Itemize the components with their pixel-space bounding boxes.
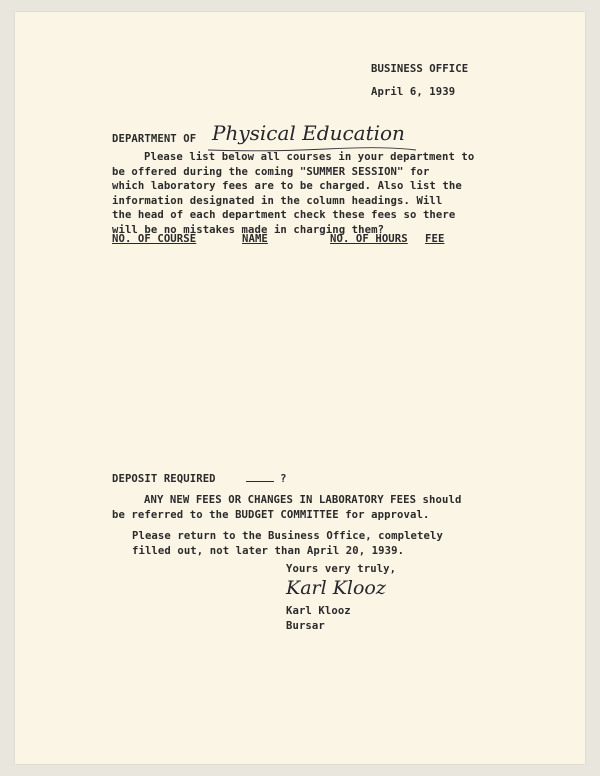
department-handwritten-value: Physical Education bbox=[212, 121, 405, 145]
handwritten-signature: Karl Klooz bbox=[286, 577, 386, 599]
signer-title: Bursar bbox=[286, 620, 325, 632]
return-line: filled out, not later than April 20, 1939. bbox=[132, 544, 405, 557]
closing-salutation: Yours very truly, bbox=[286, 563, 397, 575]
deposit-blank-field[interactable] bbox=[246, 472, 274, 482]
deposit-question-mark: ? bbox=[280, 473, 287, 485]
return-instructions-paragraph bbox=[112, 529, 443, 558]
notice-line: ANY NEW FEES OR CHANGES IN LABORATORY FEES should bbox=[144, 494, 462, 506]
signer-name: Karl Klooz bbox=[286, 605, 351, 617]
deposit-required-label: DEPOSIT REQUIRED bbox=[112, 473, 216, 485]
intro-line: will be no mistakes made in charging them? bbox=[112, 223, 385, 236]
column-heading-hours: NO. OF HOURS bbox=[330, 233, 408, 245]
budget-notice-paragraph bbox=[112, 493, 461, 522]
deposit-required-line bbox=[112, 472, 287, 485]
letter-date: April 6, 1939 bbox=[371, 86, 456, 98]
intro-paragraph bbox=[112, 150, 474, 238]
business-office-heading: BUSINESS OFFICE bbox=[371, 63, 469, 75]
return-line: Please return to the Business Office, completely bbox=[132, 530, 443, 542]
intro-line: Please list below all courses in your department to bbox=[144, 151, 475, 163]
department-label: DEPARTMENT OF bbox=[112, 133, 197, 145]
column-heading-fee: FEE bbox=[425, 233, 445, 245]
intro-line: information designated in the column headings. Will bbox=[112, 194, 443, 207]
column-heading-course-number: NO. OF COURSE bbox=[112, 233, 197, 245]
intro-line: be offered during the coming "SUMMER SESSION" for bbox=[112, 165, 430, 178]
intro-line: the head of each department check these fees so there bbox=[112, 209, 456, 222]
column-heading-name: NAME bbox=[242, 233, 268, 245]
notice-line: be referred to the BUDGET COMMITTEE for approval. bbox=[112, 508, 430, 521]
intro-line: which laboratory fees are to be charged. Also list the bbox=[112, 180, 462, 193]
